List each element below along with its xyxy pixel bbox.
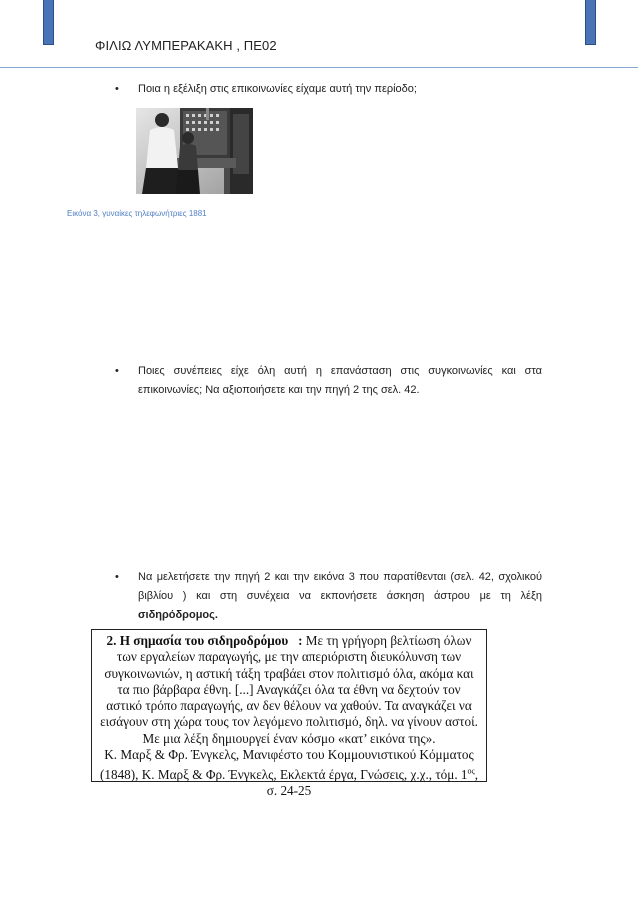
- question-item: [117, 80, 542, 99]
- question-keyword: σιδηρόδρομος.: [138, 609, 218, 621]
- source-title-colon: :: [298, 633, 303, 648]
- source-citation-sup: ος: [467, 766, 475, 776]
- question-text: [138, 568, 542, 625]
- source-citation-text: Κ. Μαρξ & Φρ. Ένγκελς, Μανιφέστο του Κομμουνιστικού Κόμματος (1848), Κ. Μαρξ & Φρ. Ένγκελς, Εκλεκτά έργα, Γνώσεις, χ.χ., τόμ. 1: [100, 747, 474, 782]
- question-item: [117, 362, 542, 400]
- source-body: Με τη γρήγορη βελτίωση όλων των εργαλείων παραγωγής, με την απεριόριστη διευκόλυνση των συγκοινωνιών, η αστική τάξη τραβάει στον πολιτισμό όλα, ακόμα και τα πιο βάρβαρα έθνη. [...] Αναγκάζει όλα τα έθνη να δεχτούν τον αστικό τρόπο παραγωγής, αν δεν θέλουν να χαθούν. Τα αναγκάζει να εισάγουν στη χώρα τους τον λεγόμενο πολιτισμό, δηλ. να γίνουν αστοί. Με μια λέξη δημιουργεί έναν κόσμο «κατ’ εικόνα της».: [100, 633, 478, 746]
- header-bar-right: [585, 0, 596, 45]
- bullet-icon: •: [115, 365, 119, 377]
- header-title: ΦΙΛΙΩ ΛΥΜΠΕΡΑΚΑΚΗ , ΠΕ02: [95, 38, 277, 53]
- question-text-main: Να μελετήσετε την πηγή 2 και την εικόνα 3 που παρατίθενται (σελ. 42, σχολικού βιβλίου ) και στη συνέχεια να εκπονήσετε άσκηση άστρου με τη λέξη: [138, 571, 542, 602]
- bullet-icon: •: [115, 83, 119, 95]
- question-text: Ποιες συνέπειες είχε όλη αυτή η επανάσταση στις συγκοινωνίες και στα επικοινωνίες; Να αξιοποιήσετε και την πηγή 2 της σελ. 42.: [138, 365, 542, 396]
- bullet-icon: •: [115, 571, 119, 583]
- header-bar-left: [43, 0, 54, 45]
- figure-caption: Εικόνα 3, γυναίκες τηλεφωνήτριες 1881: [67, 209, 207, 218]
- photo-illustration: [136, 108, 253, 194]
- question-item: [117, 568, 542, 625]
- source-title: 2. Η σημασία του σιδηροδρόμου: [106, 633, 289, 648]
- source-citation-pages: , σ. 24-25: [266, 766, 478, 799]
- header-rule: [0, 67, 638, 68]
- source-citation: [100, 747, 478, 798]
- source-box: [91, 629, 487, 799]
- question-text: Ποια η εξέλιξη στις επικοινωνίες είχαμε αυτή την περίοδο;: [138, 83, 417, 95]
- telephone-operators-photo: [136, 108, 253, 194]
